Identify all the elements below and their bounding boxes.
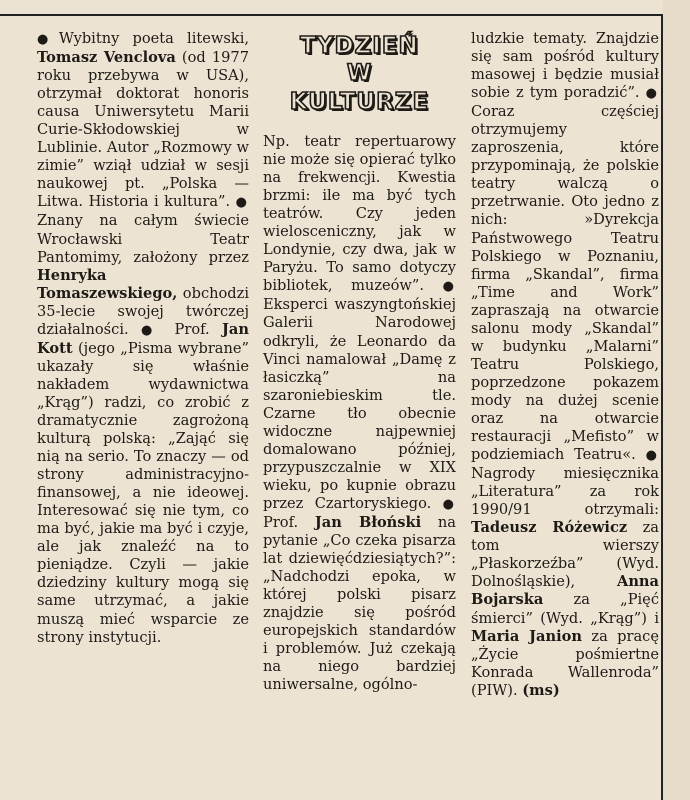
- bullet-icon: ●: [37, 32, 57, 47]
- bold-name: (ms): [522, 681, 560, 699]
- text-run: Coraz częściej otrzymujemy zaproszenia, które przypominają, że polskie teatry walczą o przetrwanie. Oto jedno z nich: »Dyrekcja Państwowego Teatru Polskiego w Poznaniu, firma „Skandal”, firma „Time and Work” zapraszają na otwarcie salonu mody „Skandal” w budynku „Malarni” Teatru Polskiego, poprzedzone pokazem mody na dużej scenie oraz na otwarcie restauracji „Mefisto” w podziemiach Teatru«.: [471, 103, 659, 464]
- text-run: Wybitny poeta litewski,: [58, 30, 249, 47]
- text-run: Np. teatr repertuarowy nie może się opierać tylko na frekwencji. Kwestia brzmi: ile ma być tych teatrów. Czy jeden wielosceniczny, jak w Londynie, czy dwa, jak w Paryżu. To samo dotyczy bibliotek, muzeów”.: [263, 133, 456, 295]
- text-run: obchodzi 35-lecie swojej twórczej działalności.: [37, 284, 249, 338]
- text-run: Prof.: [162, 320, 223, 338]
- article-column-2: [263, 133, 456, 694]
- bold-name: Tomasz Venclova: [37, 49, 176, 67]
- bold-name: Jan Kott: [37, 320, 249, 357]
- text-run: Prof.: [263, 513, 315, 531]
- heading-line-1: TYDZIEŃ: [300, 33, 419, 59]
- bullet-icon: ●: [141, 322, 161, 338]
- bullet-icon: ●: [235, 195, 247, 211]
- article-column-3: [471, 30, 659, 700]
- heading-line-3: KULTURZE: [289, 89, 430, 115]
- bold-name: Henryka Tomaszewskiego,: [37, 266, 178, 302]
- text-run: na pytanie „Co czeka pisarza lat dziewięćdziesiątych?”: „Nadchodzi epoka, w której polski pisarz znajdzie się pośród europejskich standardów i problemów. Już czekają na niego bardziej uniwersalne, ogólno-: [263, 513, 456, 694]
- bold-name: Maria Janion: [471, 627, 582, 645]
- page-edge: [663, 0, 690, 800]
- article-column-1: [37, 30, 249, 647]
- col1-paragraph: [37, 30, 249, 647]
- bullet-icon: ●: [442, 496, 454, 512]
- text-run: Znany na całym świecie Wrocławski Teatr Pantomimy, założony przez: [37, 212, 249, 266]
- text-run: Nagrody miesięcznika „Literatura” za rok 1990/91 otrzymali:: [471, 465, 659, 519]
- bullet-icon: ●: [442, 279, 454, 295]
- text-run: (jego „Pisma wybrane” ukazały się właśnie nakładem wydawnictwa „Krąg”) radzi, co zrobić z dramatycznie zagrożoną kulturą polską: „Zająć się nią na serio. To znaczy — od strony administracyjno-finansowej, a nie ideowej. Interesować się nie tym, co ma być, jakie ma być i czyje, ale jak znaleźć na to pieniądze. Czyli — jakie dziedziny kultury mogą się same utrzymać, a jakie muszą mieć wsparcie ze strony instytucji.: [37, 339, 249, 646]
- text-run: za „Pięć śmierci” (Wyd. „Krąg”) i: [471, 591, 659, 627]
- bullet-icon: ●: [645, 86, 657, 102]
- bold-name: Jan Błoński: [314, 513, 422, 531]
- text-run: za pracę „Życie pośmiertne Konrada Wallenroda” (PIW).: [471, 627, 659, 699]
- text-run: Eksperci waszyngtońskiej Galerii Narodowej odkryli, że Leonardo da Vinci namalował „Damę z łasiczką” na szaroniebieskim tle. Czarne tło obecnie widoczne najpewniej domalowano później, przypuszczalnie w XIX wieku, po kupnie obrazu przez Czartoryskiego.: [263, 296, 456, 512]
- text-run: ludzkie tematy. Znajdzie się sam pośród kultury masowej i będzie musiał sobie z tym poradzić”.: [471, 30, 659, 102]
- text-run: (od 1977 roku przebywa w USA), otrzymał doktorat honoris causa Uniwersytetu Marii Curie-Skłodowskiej w Lublinie. Autor „Rozmowy w zimie” wziął udział w sesji naukowej pt. „Polska — Litwa. Historia i kultura”.: [37, 49, 249, 211]
- heading-line-2: W: [346, 61, 373, 86]
- col2-paragraph: [263, 133, 456, 694]
- col3-paragraph: [471, 30, 659, 700]
- section-heading: [263, 30, 456, 125]
- bold-name: Anna Bojarska: [471, 573, 659, 609]
- bullet-icon: ●: [645, 448, 657, 464]
- bold-name: Tadeusz Różewicz: [471, 519, 628, 537]
- text-run: za tom wierszy „Płaskorzeźba” (Wyd. Dolnośląskie),: [471, 519, 659, 591]
- top-rule: [0, 14, 662, 16]
